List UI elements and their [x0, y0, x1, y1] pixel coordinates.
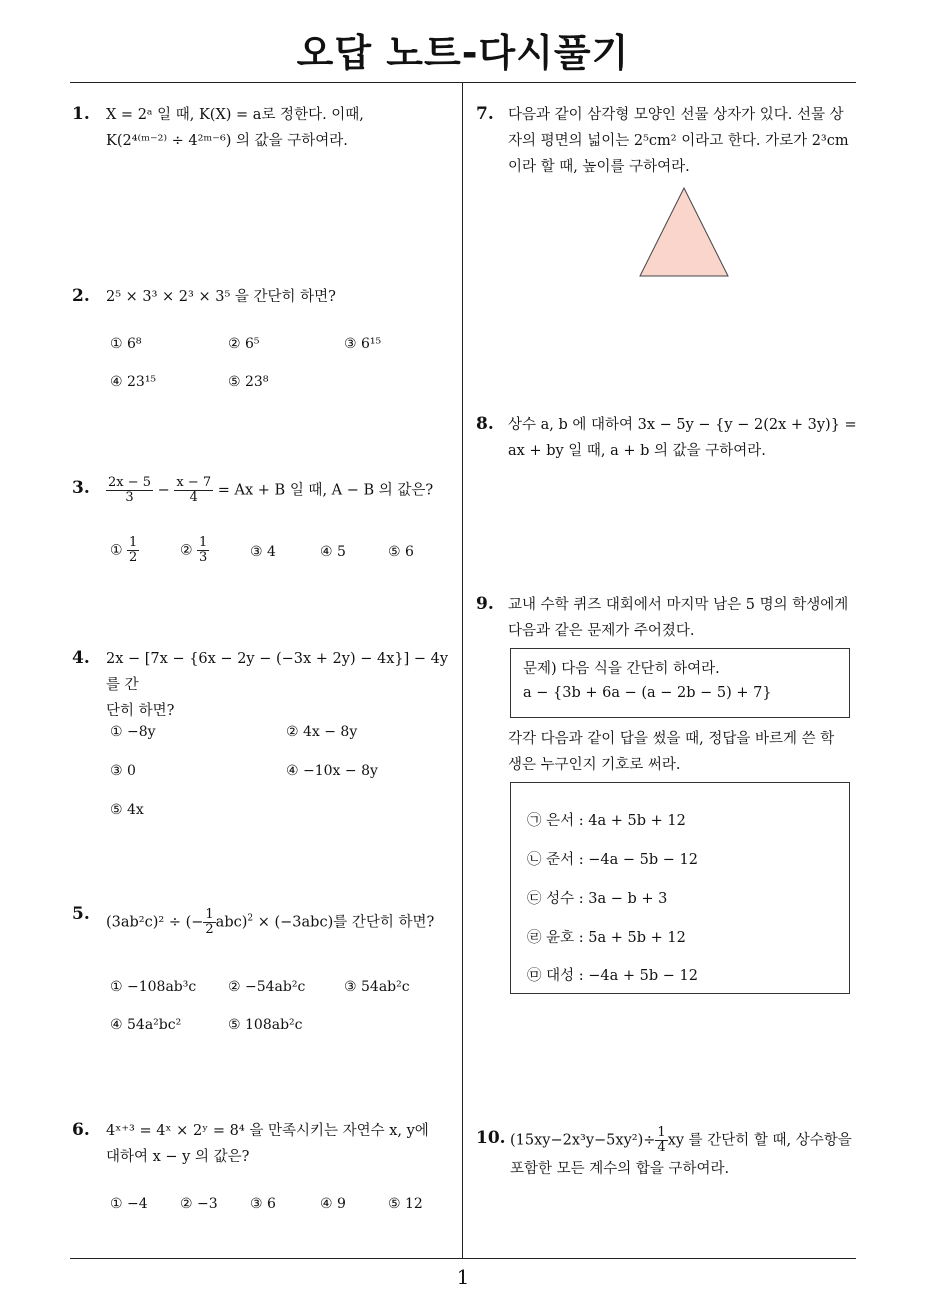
choice-5[interactable]: ⑤ 4x [110, 802, 144, 818]
answer-item: ㉠ 은서 : 4a + 5b + 12 [527, 813, 686, 829]
question-text: xy 를 간단히 할 때, 상수항을 [667, 1132, 852, 1149]
choice-3[interactable]: ③ 54ab²c [344, 979, 410, 995]
question-text: 다음과 같은 문제가 주어졌다. [508, 623, 695, 639]
question-number: 9. [476, 594, 494, 614]
question-text: 상수 a, b 에 대하여 3x − 5y − {y − 2(2x + 3y)} = [508, 417, 857, 433]
choice-2[interactable]: ② 4x − 8y [286, 724, 358, 740]
question-9-continued [508, 726, 860, 778]
question-5: (3ab²c)² ÷ (− $\frac{1}{2}$ abc)$^2$ × (−3abc)를 간단히 하면? [106, 907, 435, 937]
fraction: $\frac{x - 7}{4}$ [176, 475, 212, 505]
answer-item: ㉢ 성수 : 3a − b + 3 [527, 891, 668, 907]
choice-1[interactable]: ① 6⁸ [110, 336, 142, 352]
fraction: $\frac{1}{4}$ [657, 1125, 666, 1155]
question-text: × (−3abc)를 간단히 하면? [253, 914, 435, 931]
question-6 [106, 1118, 460, 1170]
choice-2[interactable]: ② −3 [180, 1196, 218, 1212]
question-text: 2⁵ × 3³ × 2³ × 3⁵ 을 간단히 하면? [106, 289, 336, 305]
triangle-figure [636, 184, 732, 280]
question-text: 각각 다음과 같이 답을 썼을 때, 정답을 바르게 쓴 학 [508, 731, 835, 747]
answer-item: ㉡ 준서 : −4a − 5b − 12 [527, 852, 698, 868]
question-text: 대하여 x − y 의 값은? [106, 1149, 250, 1165]
choice-5[interactable]: ⑤ 23⁸ [228, 374, 269, 390]
question-8 [508, 412, 860, 464]
top-rule [70, 82, 856, 83]
triangle-shape [640, 188, 728, 276]
choice-1[interactable]: ① −8y [110, 724, 156, 740]
question-3: $\frac{2x - 5}{3}$ − $\frac{x - 7}{4}$ = Ax + B 일 때, A − B 의 값은? [108, 475, 434, 505]
question-number: 10. [476, 1128, 506, 1148]
choice-2[interactable]: ② −54ab²c [228, 979, 306, 995]
choice-4[interactable]: ④ 5 [320, 544, 346, 560]
question-4 [106, 646, 460, 724]
choice-3[interactable]: ③ 6 [250, 1196, 276, 1212]
question-text: 생은 누구인지 기호로 써라. [508, 757, 681, 773]
column-divider [462, 83, 463, 1258]
page-title: 오답 노트-다시풀기 [296, 31, 630, 75]
question-number: 6. [72, 1120, 90, 1140]
question-text: 자의 평면의 넓이는 2⁵cm² 이라고 한다. 가로가 2³cm [508, 133, 849, 149]
question-2 [106, 284, 336, 310]
choice-4[interactable]: ④ −10x − 8y [286, 763, 378, 779]
question-number: 4. [72, 648, 90, 668]
question-text: X = 2ᵃ 일 때, K(X) = a로 정한다. 이때, [106, 107, 364, 123]
choice-1[interactable]: ① −108ab³c [110, 979, 197, 995]
question-text: 4ˣ⁺³ = 4ˣ × 2ʸ = 8⁴ 을 만족시키는 자연수 x, y에 [106, 1123, 429, 1139]
fraction: $\frac{2x - 5}{3}$ [108, 475, 152, 505]
choice-4[interactable]: ④ 54a²bc² [110, 1017, 182, 1033]
choice-3[interactable]: ③ 0 [110, 763, 136, 779]
problem-box [510, 648, 850, 718]
fraction: $\frac{1}{2}$ [205, 907, 214, 937]
question-9 [508, 592, 860, 644]
answer-item: ㉣ 윤호 : 5a + 5b + 12 [527, 930, 686, 946]
choice-3[interactable]: ③ 4 [250, 544, 276, 560]
question-text: 포함한 모든 계수의 합을 구하여라. [510, 1161, 730, 1177]
choice-2[interactable]: ② $\frac{1}{3}$ [180, 535, 208, 565]
question-number: 7. [476, 104, 494, 124]
question-number: 2. [72, 286, 90, 306]
problem-box-expression: a − {3b + 6a − (a − 2b − 5) + 7} [523, 685, 772, 701]
choice-5[interactable]: ⑤ 12 [388, 1196, 423, 1212]
bottom-rule [70, 1258, 856, 1259]
question-text: 다음과 같이 삼각형 모양인 선물 상자가 있다. 선물 상 [508, 107, 844, 123]
question-text: 단히 하면? [106, 703, 175, 719]
question-10: (15xy−2x³y−5xy²)÷ $\frac{1}{4}$ xy 를 간단히 할 때, 상수항을 포함한 모든 계수의 합을 구하여라. [510, 1126, 862, 1179]
choice-1[interactable]: ① −4 [110, 1196, 148, 1212]
choice-5[interactable]: ⑤ 6 [388, 544, 414, 560]
question-7 [508, 102, 860, 180]
choice-4[interactable]: ④ 9 [320, 1196, 346, 1212]
answer-item: ㉤ 대성 : −4a + 5b − 12 [527, 968, 698, 984]
question-text: 2x − [7x − {6x − 2y − (−3x + 2y) − 4x}] − 4y 를 간 [106, 651, 449, 693]
question-text: K(2⁴⁽ᵐ⁻²⁾ ÷ 4²ᵐ⁻⁶) 의 값을 구하여라. [106, 133, 348, 149]
question-text: = Ax + B 일 때, A − B 의 값은? [217, 482, 434, 499]
question-text: ax + by 일 때, a + b 의 값을 구하여라. [508, 443, 766, 459]
answers-box [510, 782, 850, 994]
question-number: 3. [72, 478, 90, 498]
page-number: 1 [456, 1265, 470, 1289]
choice-4[interactable]: ④ 23¹⁵ [110, 374, 157, 390]
question-number: 8. [476, 414, 494, 434]
problem-box-title: 문제) 다음 식을 간단히 하여라. [523, 661, 720, 677]
question-number: 5. [72, 904, 90, 924]
choice-1[interactable]: ① $\frac{1}{2}$ [110, 535, 138, 565]
choice-5[interactable]: ⑤ 108ab²c [228, 1017, 303, 1033]
question-number: 1. [72, 104, 90, 124]
question-text: 이라 할 때, 높이를 구하여라. [508, 159, 690, 175]
question-text: 교내 수학 퀴즈 대회에서 마지막 남은 5 명의 학생에게 [508, 597, 849, 613]
choice-3[interactable]: ③ 6¹⁵ [344, 336, 382, 352]
choice-2[interactable]: ② 6⁵ [228, 336, 260, 352]
question-1 [106, 102, 456, 154]
